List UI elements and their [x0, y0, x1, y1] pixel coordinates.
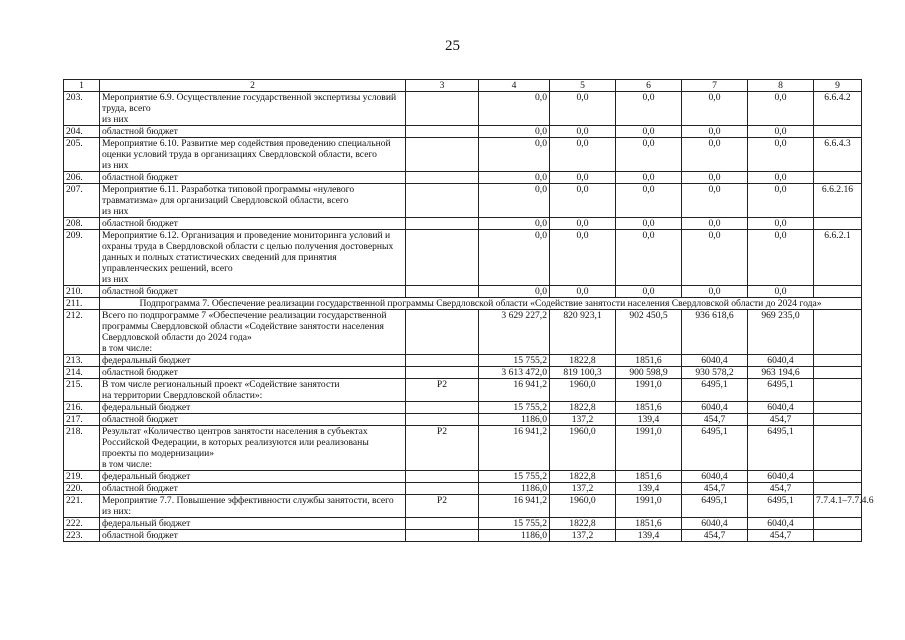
row-number-cell: 215.	[64, 379, 100, 402]
total-amount-cell: 0,0	[479, 126, 550, 138]
row-number-cell: 207.	[64, 184, 100, 218]
year-amount-cell: 0,0	[748, 286, 814, 298]
project-code-cell: Р2	[406, 426, 479, 471]
item-name-cell: федеральный бюджет	[100, 471, 406, 483]
year-amount-cell: 0,0	[748, 184, 814, 218]
table-row	[64, 471, 862, 483]
year-amount-cell: 6040,4	[682, 402, 748, 414]
year-amount-cell: 0,0	[550, 172, 616, 184]
target-reference-cell	[814, 126, 862, 138]
year-amount-cell: 1991,0	[616, 426, 682, 471]
item-name-cell: Результат «Количество центров занятости населения в субъектах Российской Федерации, в которых реализуются или реализованы проекты по модернизации» в том числе:	[100, 426, 406, 471]
table-row	[64, 495, 862, 518]
target-reference-cell	[814, 367, 862, 379]
year-amount-cell: 1960,0	[550, 495, 616, 518]
year-amount-cell: 1960,0	[550, 379, 616, 402]
total-amount-cell: 15 755,2	[479, 402, 550, 414]
year-amount-cell: 0,0	[748, 230, 814, 286]
item-name-cell: областной бюджет	[100, 172, 406, 184]
item-name-cell: Мероприятие 6.10. Развитие мер содействия проведению специальной оценки условий труда в организациях Свердловской области, всего из них	[100, 138, 406, 172]
row-number-cell: 220.	[64, 483, 100, 495]
project-code-cell	[406, 367, 479, 379]
year-amount-cell: 0,0	[616, 172, 682, 184]
year-amount-cell: 6040,4	[748, 402, 814, 414]
year-amount-cell: 6495,1	[748, 426, 814, 471]
header-row	[64, 80, 862, 92]
item-name-cell: федеральный бюджет	[100, 518, 406, 530]
item-name-cell: областной бюджет	[100, 126, 406, 138]
item-name-cell: областной бюджет	[100, 483, 406, 495]
year-amount-cell: 6040,4	[748, 518, 814, 530]
target-reference-cell	[814, 310, 862, 355]
year-amount-cell: 1822,8	[550, 402, 616, 414]
table-row	[64, 184, 862, 218]
project-code-cell	[406, 92, 479, 126]
table-row	[64, 172, 862, 184]
header-cell: 7	[682, 80, 748, 92]
project-code-cell	[406, 518, 479, 530]
table-row	[64, 414, 862, 426]
row-number-cell: 216.	[64, 402, 100, 414]
header-cell: 5	[550, 80, 616, 92]
year-amount-cell: 902 450,5	[616, 310, 682, 355]
year-amount-cell: 1991,0	[616, 495, 682, 518]
header-cell: 6	[616, 80, 682, 92]
year-amount-cell: 139,4	[616, 414, 682, 426]
table-row	[64, 483, 862, 495]
target-reference-cell	[814, 426, 862, 471]
year-amount-cell: 0,0	[616, 126, 682, 138]
year-amount-cell: 137,2	[550, 414, 616, 426]
item-name-cell: Всего по подпрограмме 7 «Обеспечение реализации государственной программы Свердловской области «Содействие занятости населения Свердловской области до 2024 года» в том числе:	[100, 310, 406, 355]
row-number-cell: 203.	[64, 92, 100, 126]
total-amount-cell: 1186,0	[479, 530, 550, 542]
year-amount-cell: 820 923,1	[550, 310, 616, 355]
total-amount-cell: 15 755,2	[479, 355, 550, 367]
total-amount-cell: 3 613 472,0	[479, 367, 550, 379]
project-code-cell	[406, 402, 479, 414]
year-amount-cell: 6040,4	[748, 355, 814, 367]
header-cell: 3	[406, 80, 479, 92]
item-name-cell: федеральный бюджет	[100, 402, 406, 414]
year-amount-cell: 0,0	[550, 230, 616, 286]
total-amount-cell: 1186,0	[479, 414, 550, 426]
item-name-cell: федеральный бюджет	[100, 355, 406, 367]
year-amount-cell: 0,0	[616, 138, 682, 172]
year-amount-cell: 0,0	[550, 138, 616, 172]
target-reference-cell	[814, 518, 862, 530]
subprogram-title-cell: Подпрограмма 7. Обеспечение реализации государственной программы Свердловской области «Содействие занятости населения Свердловской области до 2024 года»	[100, 298, 862, 310]
target-reference-cell	[814, 530, 862, 542]
target-reference-cell	[814, 402, 862, 414]
year-amount-cell: 1960,0	[550, 426, 616, 471]
row-number-cell: 218.	[64, 426, 100, 471]
table-row	[64, 402, 862, 414]
target-reference-cell	[814, 414, 862, 426]
year-amount-cell: 454,7	[682, 414, 748, 426]
table-row	[64, 138, 862, 172]
item-name-cell: областной бюджет	[100, 414, 406, 426]
year-amount-cell: 0,0	[748, 138, 814, 172]
row-number-cell: 205.	[64, 138, 100, 172]
project-code-cell	[406, 530, 479, 542]
year-amount-cell: 0,0	[550, 218, 616, 230]
year-amount-cell: 454,7	[682, 483, 748, 495]
target-reference-cell	[814, 218, 862, 230]
year-amount-cell: 0,0	[616, 92, 682, 126]
total-amount-cell: 15 755,2	[479, 471, 550, 483]
year-amount-cell: 969 235,0	[748, 310, 814, 355]
year-amount-cell: 0,0	[550, 184, 616, 218]
item-name-cell: Мероприятие 6.9. Осуществление государственной экспертизы условий труда, всего из них	[100, 92, 406, 126]
year-amount-cell: 1991,0	[616, 379, 682, 402]
target-reference-cell: 6.6.4.3	[814, 138, 862, 172]
header-cell: 2	[100, 80, 406, 92]
table-row	[64, 126, 862, 138]
total-amount-cell: 16 941,2	[479, 379, 550, 402]
year-amount-cell: 1822,8	[550, 471, 616, 483]
table-row	[64, 355, 862, 367]
year-amount-cell: 454,7	[682, 530, 748, 542]
header-cell: 4	[479, 80, 550, 92]
page-number: 25	[445, 38, 460, 54]
row-number-cell: 208.	[64, 218, 100, 230]
year-amount-cell: 6495,1	[682, 426, 748, 471]
year-amount-cell: 1851,6	[616, 518, 682, 530]
table-row	[64, 426, 862, 471]
target-reference-cell	[814, 355, 862, 367]
project-code-cell: Р2	[406, 495, 479, 518]
year-amount-cell: 930 578,2	[682, 367, 748, 379]
total-amount-cell: 0,0	[479, 92, 550, 126]
target-reference-cell: 6.6.4.2	[814, 92, 862, 126]
row-number-cell: 204.	[64, 126, 100, 138]
year-amount-cell: 900 598,9	[616, 367, 682, 379]
target-reference-cell	[814, 172, 862, 184]
year-amount-cell: 6495,1	[748, 495, 814, 518]
row-number-cell: 214.	[64, 367, 100, 379]
year-amount-cell: 0,0	[748, 172, 814, 184]
total-amount-cell: 16 941,2	[479, 495, 550, 518]
year-amount-cell: 0,0	[616, 286, 682, 298]
target-reference-cell	[814, 286, 862, 298]
table-row	[64, 92, 862, 126]
year-amount-cell: 0,0	[682, 184, 748, 218]
year-amount-cell: 0,0	[682, 230, 748, 286]
year-amount-cell: 0,0	[682, 138, 748, 172]
item-name-cell: областной бюджет	[100, 367, 406, 379]
item-name-cell: В том числе региональный проект «Содействие занятости на территории Свердловской области»:	[100, 379, 406, 402]
project-code-cell	[406, 355, 479, 367]
total-amount-cell: 1186,0	[479, 483, 550, 495]
year-amount-cell: 0,0	[550, 92, 616, 126]
row-number-cell: 217.	[64, 414, 100, 426]
year-amount-cell: 6040,4	[682, 355, 748, 367]
total-amount-cell: 0,0	[479, 286, 550, 298]
total-amount-cell: 0,0	[479, 138, 550, 172]
project-code-cell	[406, 310, 479, 355]
year-amount-cell: 6040,4	[682, 518, 748, 530]
item-name-cell: Мероприятие 6.11. Разработка типовой программы «нулевого травматизма» для организаций Свердловской области, всего из них	[100, 184, 406, 218]
year-amount-cell: 0,0	[748, 218, 814, 230]
total-amount-cell: 3 629 227,2	[479, 310, 550, 355]
total-amount-cell: 16 941,2	[479, 426, 550, 471]
item-name-cell: областной бюджет	[100, 286, 406, 298]
header-cell: 9	[814, 80, 862, 92]
year-amount-cell: 963 194,6	[748, 367, 814, 379]
year-amount-cell: 0,0	[682, 126, 748, 138]
row-number-cell: 223.	[64, 530, 100, 542]
row-number-cell: 206.	[64, 172, 100, 184]
table-row	[64, 379, 862, 402]
project-code-cell	[406, 172, 479, 184]
item-name-cell: областной бюджет	[100, 218, 406, 230]
target-reference-cell	[814, 471, 862, 483]
year-amount-cell: 6040,4	[682, 471, 748, 483]
year-amount-cell: 0,0	[616, 230, 682, 286]
table-row	[64, 367, 862, 379]
project-code-cell	[406, 471, 479, 483]
year-amount-cell: 6040,4	[748, 471, 814, 483]
table-row	[64, 218, 862, 230]
year-amount-cell: 0,0	[616, 184, 682, 218]
row-number-cell: 210.	[64, 286, 100, 298]
project-code-cell	[406, 126, 479, 138]
total-amount-cell: 0,0	[479, 218, 550, 230]
row-number-cell: 221.	[64, 495, 100, 518]
year-amount-cell: 6495,1	[682, 495, 748, 518]
year-amount-cell: 0,0	[550, 126, 616, 138]
year-amount-cell: 139,4	[616, 530, 682, 542]
table-row	[64, 310, 862, 355]
year-amount-cell: 454,7	[748, 530, 814, 542]
item-name-cell: Мероприятие 6.12. Организация и проведение мониторинга условий и охраны труда в Свердловской области с целью получения достоверных данных и полных статистических сведений для принятия управленческих решений, всего из них	[100, 230, 406, 286]
year-amount-cell: 139,4	[616, 483, 682, 495]
year-amount-cell: 0,0	[748, 126, 814, 138]
year-amount-cell: 0,0	[616, 218, 682, 230]
year-amount-cell: 1822,8	[550, 355, 616, 367]
year-amount-cell: 137,2	[550, 483, 616, 495]
project-code-cell	[406, 483, 479, 495]
row-number-cell: 209.	[64, 230, 100, 286]
row-number-cell: 212.	[64, 310, 100, 355]
year-amount-cell: 0,0	[748, 92, 814, 126]
project-code-cell	[406, 138, 479, 172]
year-amount-cell: 0,0	[682, 92, 748, 126]
year-amount-cell: 1851,6	[616, 402, 682, 414]
year-amount-cell: 819 100,3	[550, 367, 616, 379]
row-number-cell: 211.	[64, 298, 100, 310]
header-cell: 1	[64, 80, 100, 92]
row-number-cell: 222.	[64, 518, 100, 530]
table-row	[64, 230, 862, 286]
year-amount-cell: 936 618,6	[682, 310, 748, 355]
year-amount-cell: 0,0	[550, 286, 616, 298]
total-amount-cell: 0,0	[479, 230, 550, 286]
table-row	[64, 518, 862, 530]
project-code-cell	[406, 286, 479, 298]
year-amount-cell: 137,2	[550, 530, 616, 542]
target-reference-cell: 6.6.2.1	[814, 230, 862, 286]
table-body	[64, 92, 874, 542]
project-code-cell	[406, 230, 479, 286]
target-reference-cell	[814, 483, 862, 495]
budget-table	[63, 79, 874, 542]
total-amount-cell: 0,0	[479, 184, 550, 218]
project-code-cell	[406, 414, 479, 426]
row-number-cell: 213.	[64, 355, 100, 367]
year-amount-cell: 0,0	[682, 172, 748, 184]
project-code-cell	[406, 218, 479, 230]
table-row	[64, 286, 862, 298]
target-reference-cell: 7.7.4.1–7.7.4.6	[814, 495, 862, 518]
year-amount-cell: 0,0	[682, 286, 748, 298]
year-amount-cell: 6495,1	[682, 379, 748, 402]
year-amount-cell: 0,0	[682, 218, 748, 230]
table-row	[64, 530, 862, 542]
item-name-cell: областной бюджет	[100, 530, 406, 542]
row-number-cell: 219.	[64, 471, 100, 483]
year-amount-cell: 1822,8	[550, 518, 616, 530]
total-amount-cell: 0,0	[479, 172, 550, 184]
year-amount-cell: 1851,6	[616, 355, 682, 367]
year-amount-cell: 454,7	[748, 414, 814, 426]
year-amount-cell: 1851,6	[616, 471, 682, 483]
table-row	[64, 298, 862, 310]
target-reference-cell: 6.6.2.16	[814, 184, 862, 218]
project-code-cell	[406, 184, 479, 218]
item-name-cell: Мероприятие 7.7. Повышение эффективности службы занятости, всего из них:	[100, 495, 406, 518]
header-cell: 8	[748, 80, 814, 92]
total-amount-cell: 15 755,2	[479, 518, 550, 530]
target-reference-cell	[814, 379, 862, 402]
year-amount-cell: 454,7	[748, 483, 814, 495]
year-amount-cell: 6495,1	[748, 379, 814, 402]
project-code-cell: Р2	[406, 379, 479, 402]
